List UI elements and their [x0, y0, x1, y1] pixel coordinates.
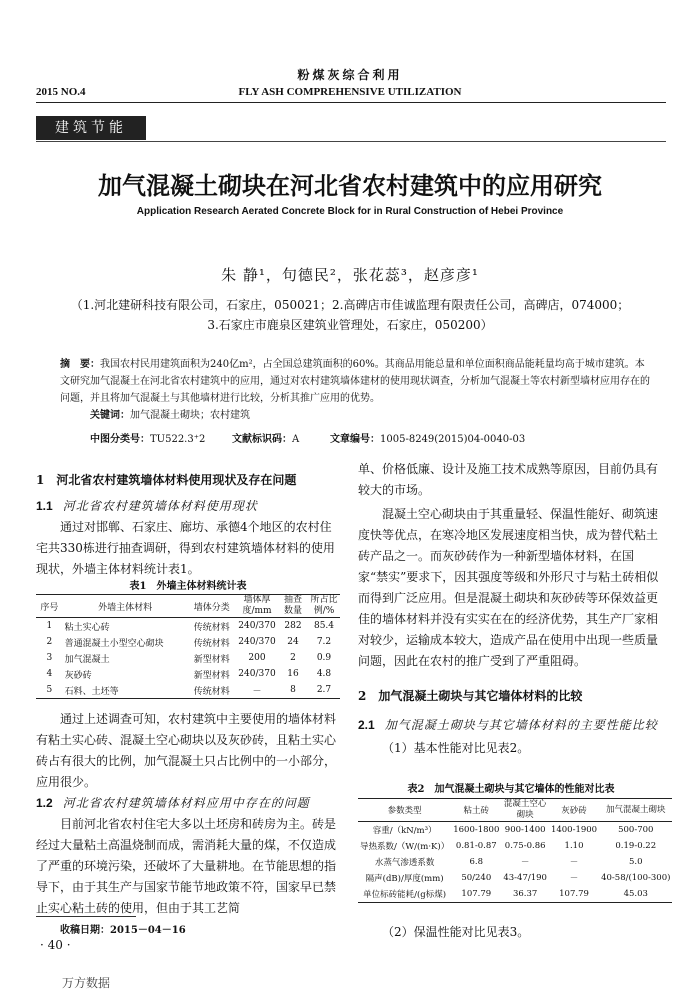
table1-cell: 普通混凝土小型空心砌块: [64, 638, 164, 649]
table2-caption: 表2 加气混凝土砌块与其它墙体的性能对比表: [407, 784, 615, 795]
table1-row: [36, 618, 340, 635]
table2: [358, 798, 672, 903]
table1-header: 所占比例/%: [310, 595, 338, 616]
table2-cell: －: [520, 858, 530, 868]
table2-cell: 6.8: [469, 857, 484, 867]
table2-cell: 45.03: [623, 889, 648, 899]
article-title: 加气混凝土砌块在河北省农村建筑中的应用研究: [98, 171, 602, 200]
table1-cell: 加气混凝土: [64, 654, 110, 665]
paragraph: 目前河北省农村住宅大多以土坯房和砖房为主。砖是经过大量粘土高温烧制而成，需消耗大量的煤，不仅造成了严重的环境污染，还破坏了大量耕地。在节能思想的指导下，由于其生产与国家节能节地政策不符，国家早已禁止实心粘土砖的使用，但由于其工艺简: [36, 817, 337, 915]
table1-cell: 0.9: [316, 653, 332, 663]
table1-cell: 2: [46, 637, 53, 647]
article-title-en: Application Research Aerated Concrete Block for in Rural Construction of Hebei Province: [136, 206, 564, 217]
table1-header: 墙体厚度/mm: [242, 595, 272, 616]
table1-cell: 传统材料: [193, 686, 230, 697]
table2-cell: 水蒸气渗透系数: [374, 858, 435, 868]
issue-label: 2015 NO.4: [36, 86, 86, 98]
paragraph: 通过上述调查可知，农村建筑中主要使用的墙体材料有粘土实心砖、混凝土空心砌块以及灰砂砖，且粘土实心砖占有很大的比例，加气混凝土只占比例中的一小部分，应用很少。: [36, 712, 337, 789]
table2-row: [358, 854, 672, 870]
page-number: · 40 ·: [40, 938, 71, 952]
article-number: [330, 430, 525, 445]
right-column: [358, 459, 664, 759]
table1-header: 抽查数量: [283, 595, 302, 616]
right-column-end: [358, 922, 664, 943]
table2-cell: 1400-1900: [550, 825, 598, 835]
table2-header-row: [358, 799, 672, 822]
clc-value: TU522.3⁺2: [150, 434, 206, 445]
affiliation-line-2: 3.石家庄市鹿泉区建筑业管理处，石家庄，050200）: [207, 318, 493, 332]
table2-cell: 43-47/190: [503, 873, 547, 883]
table1-row: [36, 634, 340, 650]
table2-cell: 107.79: [461, 889, 492, 899]
table1-cell: －: [252, 686, 262, 697]
table1-cell: 新型材料: [193, 670, 230, 681]
table1-cell: 5: [46, 685, 53, 695]
article-no-value: 1005-8249(2015)04-0040-03: [380, 434, 526, 445]
table1-cell: 240/370: [238, 637, 276, 647]
paragraph: 单、价格低廉、设计及施工技术成熟等原因，目前仍具有较大的市场。: [358, 462, 659, 497]
table1-cell: 200: [248, 653, 266, 663]
table1-cell: 240/370: [238, 669, 276, 679]
table2-cell: －: [569, 874, 579, 884]
table2-cell: 导热系数/（W/(m·K)）: [360, 842, 450, 852]
keywords: [90, 406, 250, 421]
heading-1-2: [36, 793, 340, 814]
section-rule: [36, 141, 666, 142]
article-no-label: 文章编号：: [330, 434, 380, 445]
table2-cell: 0.75-0.86: [504, 841, 546, 851]
abstract-label: 摘 要：: [60, 359, 100, 370]
heading-1-1-num: 1.1: [36, 499, 53, 513]
paragraph: （2）保温性能对比见表3。: [382, 925, 530, 939]
table1-cell: 2: [290, 653, 296, 663]
table2-cell: 107.79: [559, 889, 589, 899]
table2-header: 混凝土空心砌块: [503, 799, 547, 820]
table2-cell: 50/240: [461, 873, 492, 883]
table1-header: 墙体分类: [193, 602, 230, 613]
received-date: 收稿日期：2015－04－16: [60, 925, 186, 936]
table2-cell: 5.0: [628, 857, 643, 867]
table2-cell: 容重/（kN/m³）: [372, 826, 437, 836]
table1-cell: 传统材料: [193, 638, 230, 649]
table1-row: [36, 666, 340, 682]
doc-code-label: 文献标识码：: [232, 434, 292, 445]
table1-cell: 4: [46, 669, 53, 679]
table1-cell: 16: [287, 669, 299, 679]
heading-2-1: [358, 715, 664, 736]
paragraph: 通过对邯郸、石家庄、廊坊、承德4个地区的农村住宅共330栋进行抽查调研，得到农村建筑墙体材料的使用现状，外墙主体材料统计表1。: [36, 520, 335, 576]
table1-cell: 7.2: [316, 637, 332, 647]
left-column: [36, 470, 340, 580]
table1-cell: 282: [284, 621, 302, 631]
table2-row: [358, 870, 672, 886]
table2-cell: 1600-1800: [453, 825, 500, 835]
journal-name-cn: 粉煤灰综合利用: [297, 68, 403, 82]
heading-section-2: 2 加气混凝土砌块与其它墙体材料的比较: [358, 689, 583, 703]
table1-cell: 85.4: [313, 621, 335, 631]
table2-header: 粘土砖: [463, 806, 490, 816]
keywords-label: 关键词：: [90, 410, 130, 421]
table2-cell: 单位标砖能耗/(g标煤): [363, 890, 447, 900]
heading-2-1-num: 2.1: [358, 718, 375, 732]
table2-cell: 隔声(dB)/厚度(mm): [365, 874, 444, 884]
table2-cell: 36.37: [512, 889, 538, 899]
table2-cell: －: [569, 858, 579, 868]
footnote-rule: [36, 916, 136, 917]
heading-2-1-title: 加气混凝土砌块与其它墙体材料的主要性能比较: [384, 718, 658, 732]
table2-cell: 40-58/(100-300): [601, 873, 671, 883]
table1-cell: 2.7: [316, 685, 332, 695]
table1-cell: 新型材料: [193, 654, 230, 665]
table1-header: 外墙主体材料: [98, 602, 153, 613]
table2-row: [358, 822, 672, 839]
table1-cell: 粘土实心砖: [64, 622, 110, 633]
table2-header: 灰砂砖: [561, 806, 587, 816]
document-code: [232, 430, 299, 445]
journal-name-en: FLY ASH COMPREHENSIVE UTILIZATION: [238, 86, 462, 98]
left-column-cont: [36, 709, 340, 919]
table1-cell: 石料、土坯等: [64, 686, 119, 697]
heading-section-1: 1 河北省农村建筑墙体材料使用现状及存在问题: [36, 473, 297, 487]
table2-header: 加气混凝土砌块: [606, 804, 666, 815]
authors: 朱 静¹，句德民²，张花蕊³，赵彦彦¹: [221, 266, 479, 284]
table2-header: 参数类型: [387, 806, 422, 816]
table2-row: [358, 886, 672, 903]
header-rule: [36, 102, 666, 103]
table2-cell: 0.81-0.87: [455, 841, 497, 851]
table1-cell: 传统材料: [193, 622, 230, 633]
heading-1-1: [36, 496, 340, 517]
table1-row: [36, 650, 340, 666]
table1-header: 序号: [40, 602, 59, 613]
table2-cell: 1.10: [564, 841, 584, 851]
paragraph: （1）基本性能对比见表2。: [382, 741, 530, 755]
clc-label: 中图分类号：: [90, 434, 150, 445]
heading-1-2-num: 1.2: [36, 796, 53, 810]
table1-cell: 24: [287, 637, 299, 647]
section-tag: 建筑节能: [36, 116, 146, 140]
paragraph: 混凝土空心砌块由于其重量轻、保温性能好、砌筑速度快等优点，在寒冷地区发展速度相当快，成为替代粘土砖产品之一。而灰砂砖作为一种新型墙体材料，在国家“禁实”要求下，因其强度等级和外形尺寸与粘土砖相似而得到广泛应用。但是混凝土砌块和灰砂砖等环保效益更佳的墙体材料并没有实实在在的经济优势，其生产厂家相对较少，运输成本较大，造成产品在使用中出现一些质量问题，因此在农村的推广受到了严重阻碍。: [358, 507, 659, 668]
heading-1-1-title: 河北省农村建筑墙体材料使用现状: [62, 499, 258, 513]
table2-cell: 500-700: [618, 825, 654, 835]
abstract-text: 我国农村民用建筑面积为240亿m²，占全国总建筑面积的60%。其商品用能总量和单位面积商品能耗量均高于城市建筑。本文研究加气混凝土在河北省农村建筑中的应用，通过对农村建筑墙体建材的使用现状调查，分析加气混凝土等农村新型墙材应用存在的问题，并且将加气混凝土与其他墙材进行比较，分析其推广应用的优势。: [60, 359, 650, 404]
abstract: [60, 356, 650, 407]
clc-number: [90, 430, 205, 445]
table1-header-row: [36, 595, 340, 618]
table2-cell: 900-1400: [504, 825, 546, 835]
keywords-text: 加气混凝土砌块；农村建筑: [130, 410, 250, 421]
table2-cell: 0.19-0.22: [615, 841, 657, 851]
affiliation-line-1: （1.河北建研科技有限公司，石家庄，050021；2.高碑店市佳诚监理有限责任公司，高碑店，074000；: [70, 298, 630, 312]
table1-row: [36, 682, 340, 699]
heading-1-2-title: 河北省农村建筑墙体材料应用中存在的问题: [62, 796, 310, 810]
table1-cell: 4.8: [316, 669, 332, 679]
table1-cell: 240/370: [238, 621, 276, 631]
doc-code-value: A: [292, 434, 300, 445]
watermark: 万方数据: [62, 976, 111, 990]
table1-cell: 灰砂砖: [64, 670, 92, 681]
table1-cell: 8: [290, 685, 296, 695]
table2-row: [358, 838, 672, 854]
table1-cell: 1: [46, 621, 53, 631]
table1-cell: 3: [46, 653, 53, 663]
table1: [36, 594, 340, 699]
table1-caption: 表1 外墙主体材料统计表: [129, 581, 247, 592]
